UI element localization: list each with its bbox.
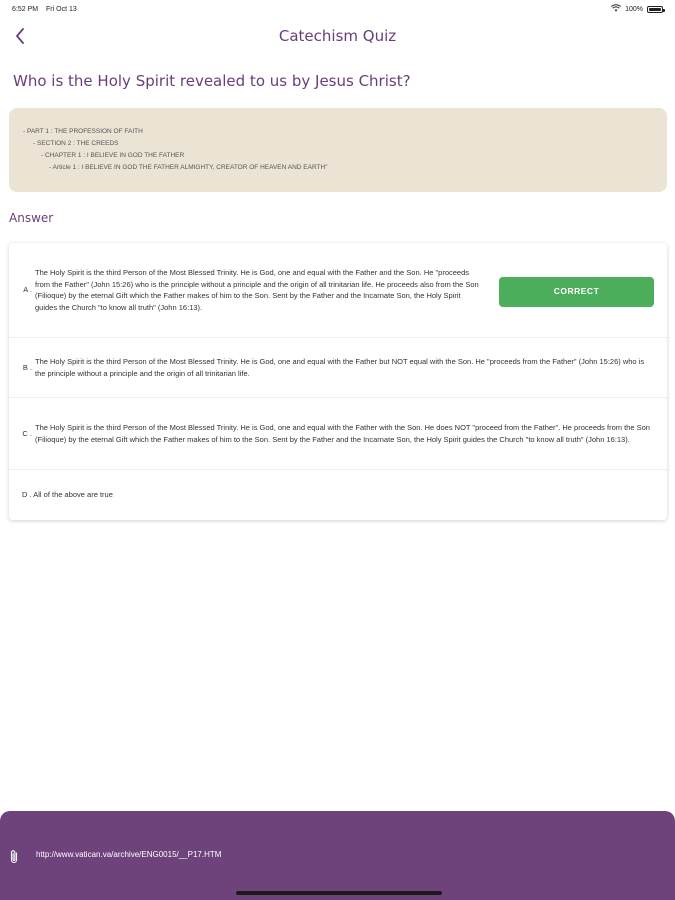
answer-label: Answer [9,211,54,225]
breadcrumb-chapter-label: CHAPTER 1 : I BELIEVE IN GOD THE FATHER [44,152,185,159]
answer-option-c[interactable] [9,398,667,470]
question-text: Who is the Holy Spirit revealed to us by Jesus Christ? [13,72,411,90]
source-link[interactable]: http://www.vatican.va/archive/ENG0015/__P17.HTM [36,850,222,859]
status-left [12,6,83,13]
status-date: Fri Oct 13 [46,5,77,13]
page-title: Catechism Quiz [278,27,397,45]
breadcrumb-section: - SECTION 2 : THE CREEDS [33,140,119,147]
answer-letter: A . [23,285,32,295]
battery-percent: 100% [625,5,643,13]
answer-option-b[interactable] [9,338,667,398]
bottom-bar [0,811,675,900]
breadcrumb-section-label: SECTION 2 : THE CREEDS [36,140,119,147]
back-button[interactable] [8,24,32,48]
breadcrumb-article: - Article 1 : I BELIEVE IN GOD THE FATHER ALMIGHTY, CREATOR OF HEAVEN AND EARTH" [49,164,328,171]
answers-card [9,243,667,520]
breadcrumb-article-label: Article 1 : I BELIEVE IN GOD THE FATHER ALMIGHTY, CREATOR OF HEAVEN AND EARTH" [52,164,328,171]
chevron-left-icon [15,28,25,44]
home-indicator[interactable] [236,891,442,895]
breadcrumb-part: - PART 1 : THE PROFESSION OF FAITH [23,128,143,135]
breadcrumb-chapter: - CHAPTER 1 : I BELIEVE IN GOD THE FATHER [41,152,185,159]
answer-option-a[interactable] [9,243,667,338]
breadcrumb-part-label: PART 1 : THE PROFESSION OF FAITH [26,128,143,135]
status-bar [0,0,675,18]
answer-text: The Holy Spirit is the third Person of the Most Blessed Trinity. He is God, one and equal with the Father with the Son. He does NOT "proceed from the Father". He proceeds from the Son (Filioque) by the eternal Gift which the Father makes of him to the Son. Sent by the Father and the Incarnate Son, the Holy Spirit guides the Church "to know all truth" (John 16:13). [35,423,650,444]
answer-letter: C . [22,428,32,438]
wifi-icon [611,4,621,14]
status-time: 6:52 PM [12,5,39,13]
answer-letter: B . [22,362,32,372]
correct-badge: CORRECT [499,277,654,307]
battery-icon [647,6,663,13]
status-right [611,4,663,14]
paperclip-icon[interactable] [8,849,20,865]
answer-option-d[interactable] [9,470,667,520]
answer-text: The Holy Spirit is the third Person of the Most Blessed Trinity. He is God, one and equal with the Father and the Son. He "proceeds from the Father" (John 15:26) who is the principle without a principle and the origin of all trinitarian life. He proceeds also from the Son (Filioque) by the eternal Gift which the Father makes of him to the Son. Sent by the Father and the Incarnate Son, the Holy Spirit guides the Church "to know all truth" (John 16:13). [35,268,479,312]
nav-bar [0,20,675,52]
breadcrumb [9,108,667,192]
answer-text: D . All of the above are true [22,490,113,500]
answer-text: The Holy Spirit is the third Person of the Most Blessed Trinity. He is God, one and equal with the Father but NOT equal with the Son. He "proceeds from the Father" (John 15:26) who is the principle without a principle and the origin of all trinitarian life. [35,357,645,378]
